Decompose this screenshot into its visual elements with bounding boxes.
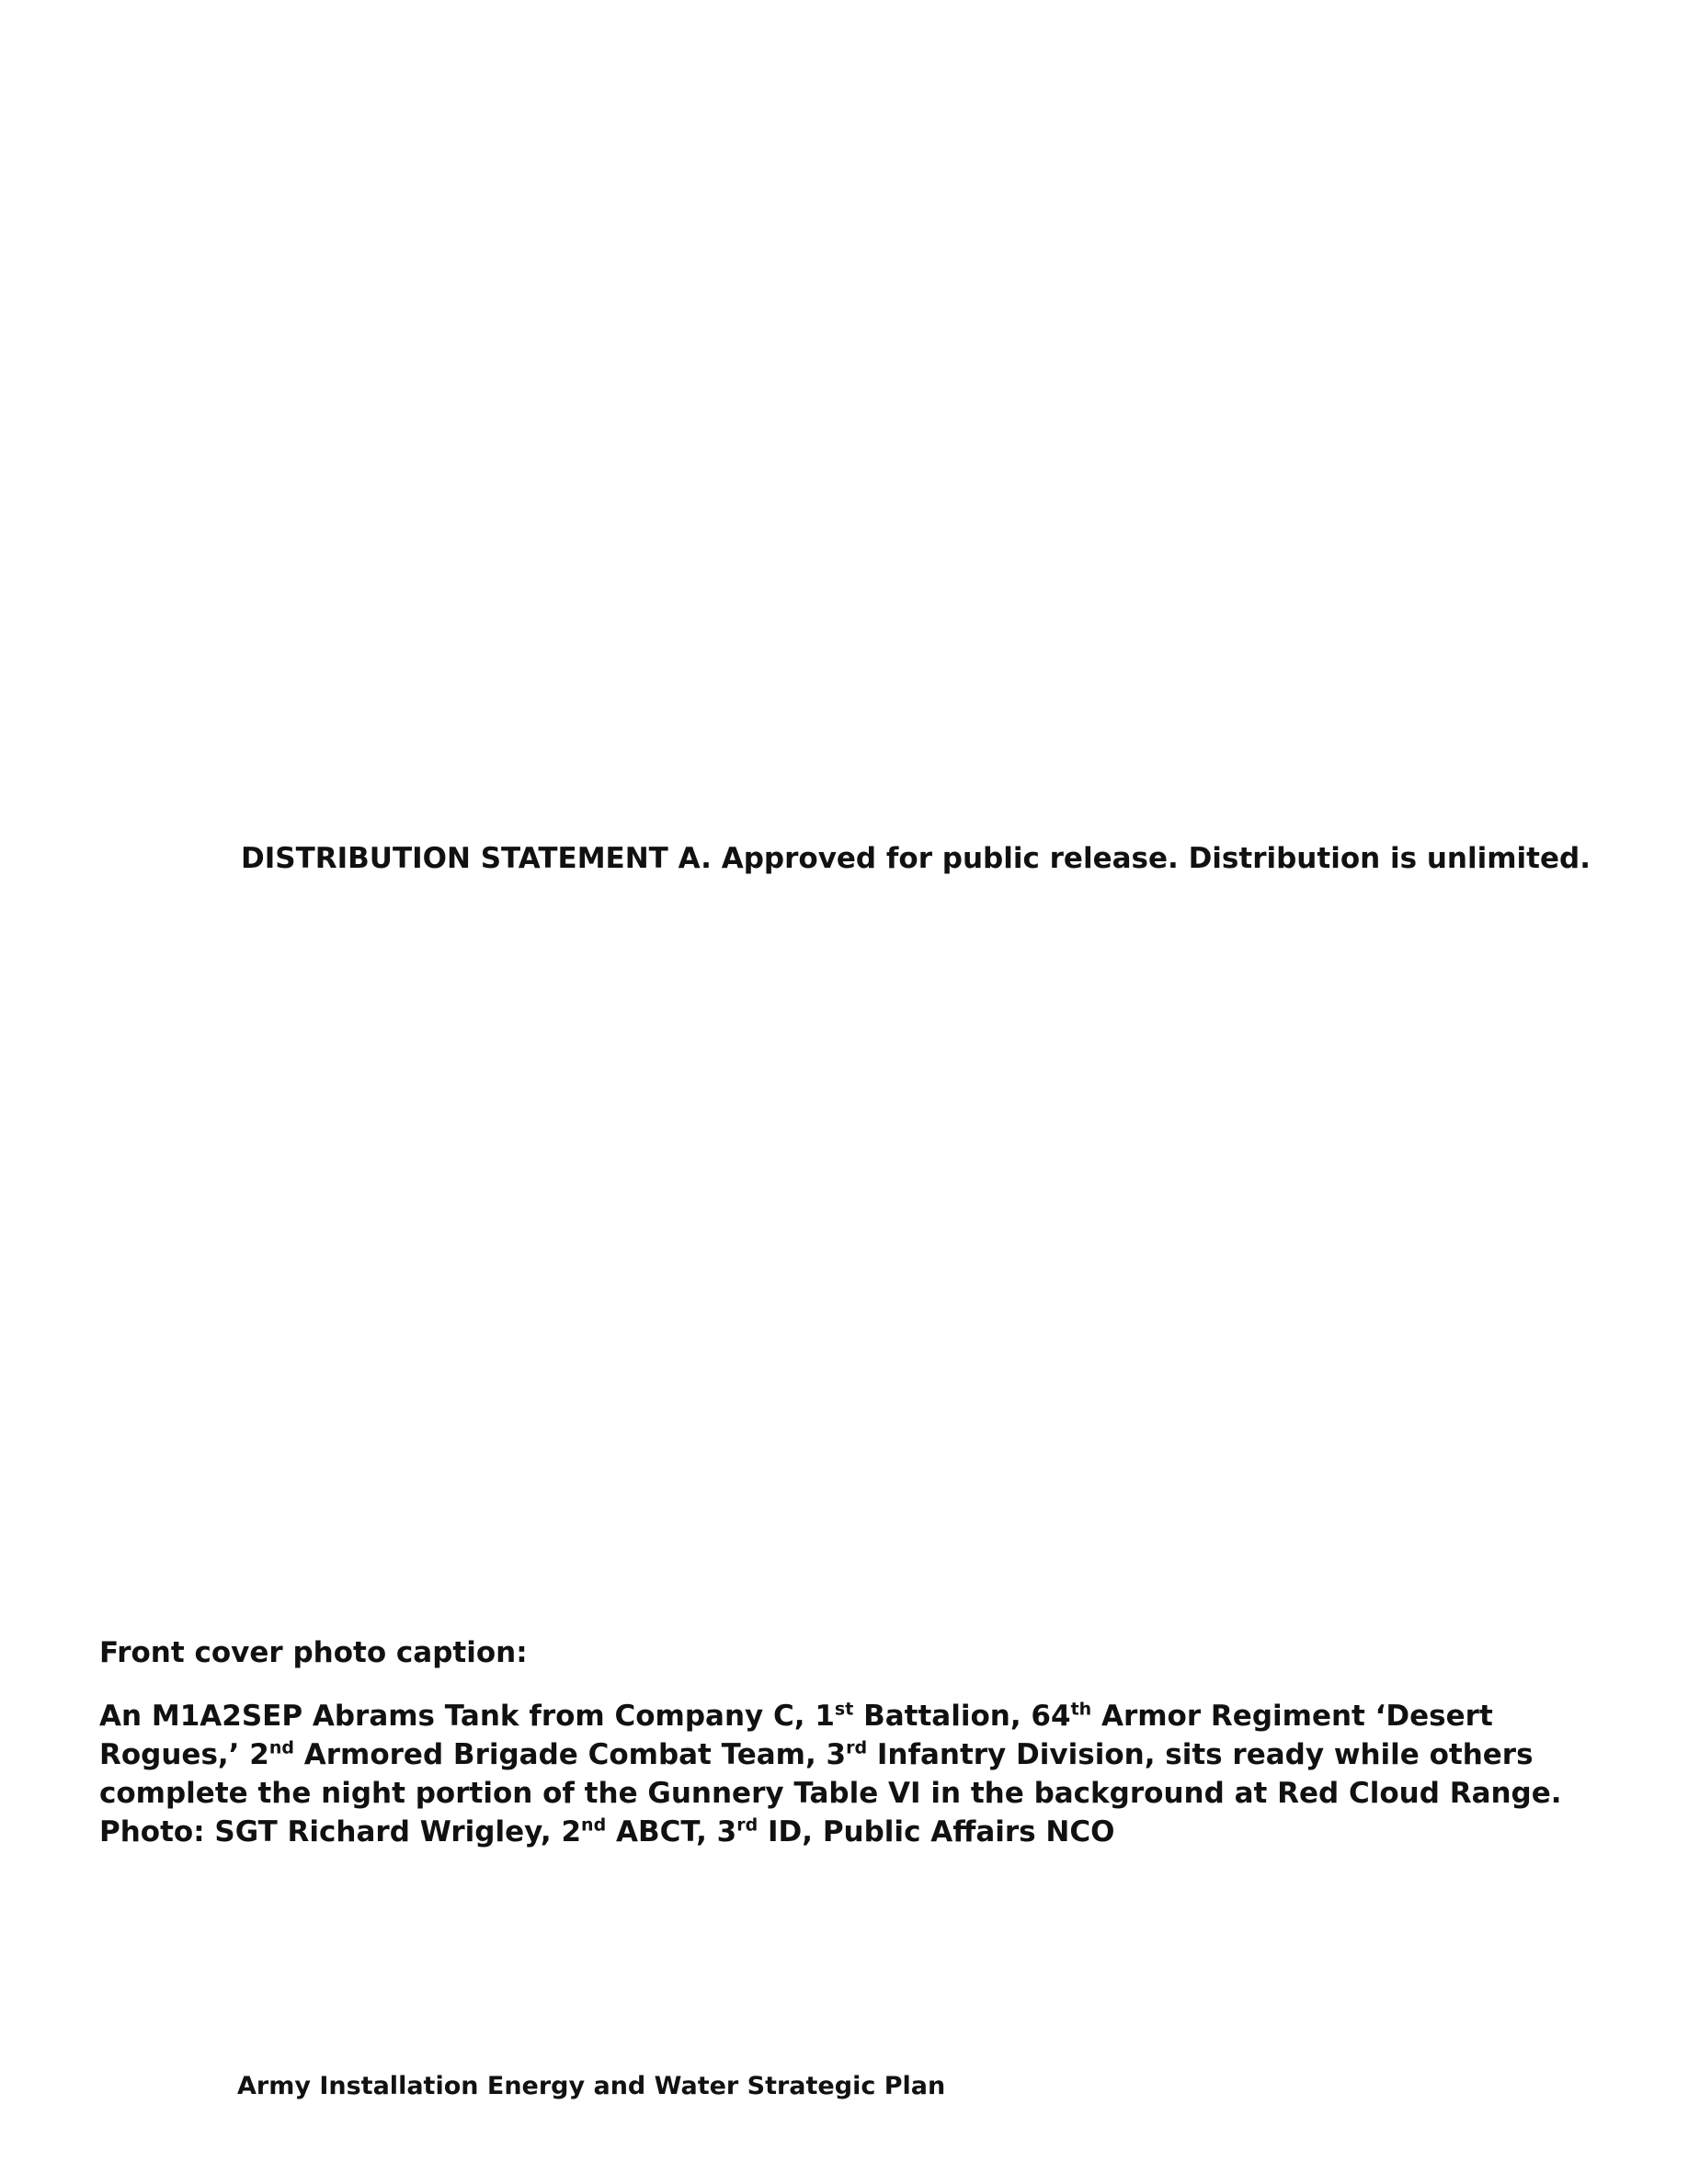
caption-text-4: Armored Brigade Combat Team, 3 <box>293 1738 847 1771</box>
caption-superscript-5: nd <box>581 1814 607 1836</box>
caption-superscript-4: rd <box>846 1737 868 1758</box>
caption-superscript-6: rd <box>736 1814 758 1836</box>
distribution-statement: DISTRIBUTION STATEMENT A. Approved for public release. Distribution is unlimited. <box>241 842 1591 875</box>
caption-superscript-2: th <box>1070 1699 1092 1720</box>
footer-document-title: Army Installation Energy and Water Strategic Plan <box>237 2072 946 2100</box>
caption-body <box>99 1697 1570 1851</box>
caption-text-1: An M1A2SEP Abrams Tank from Company C, 1 <box>99 1700 835 1733</box>
caption-superscript-3: nd <box>268 1737 294 1758</box>
caption-text-7: ID, Public Affairs NCO <box>758 1815 1115 1848</box>
caption-heading: Front cover photo caption: <box>99 1636 528 1669</box>
caption-text-6: ABCT, 3 <box>606 1815 737 1848</box>
caption-text-5: Infantry Division, sits ready while others complete the night portion of the Gunnery Table VI in the background at Red Cloud Range. Photo: SGT Richard Wrigley, 2 <box>99 1738 1562 1848</box>
caption-text-2: Battalion, 64 <box>853 1700 1071 1733</box>
caption-superscript-1: st <box>834 1699 854 1720</box>
caption-text-3: Armor Regiment ‘Desert Rogues,’ 2 <box>99 1700 1493 1771</box>
